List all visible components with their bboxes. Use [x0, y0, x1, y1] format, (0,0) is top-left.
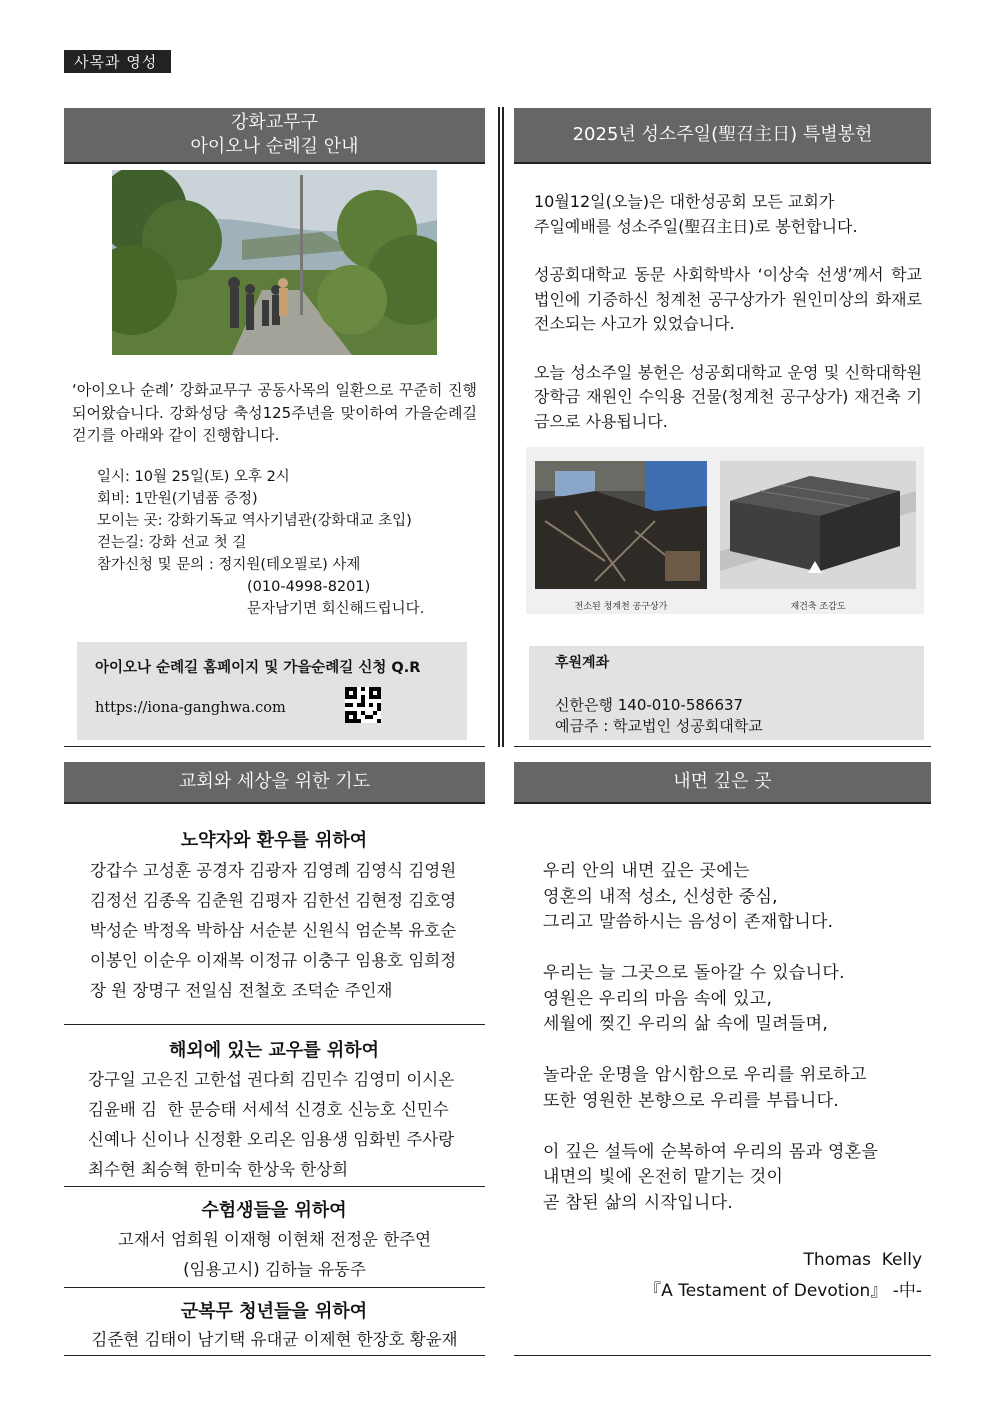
prayer-group4-names — [64, 1325, 485, 1355]
inner-poem — [543, 859, 878, 1216]
name-row: 박성순 박정옥 박하삼 서순분 신원식 엄순복 유호순 — [90, 921, 457, 940]
name-row: 장 원 장명구 전일심 전철호 조덕순 주인재 — [90, 981, 393, 1000]
poem-line: 이 깊은 설득에 순복하여 우리의 몸과 영혼을 — [543, 1141, 879, 1162]
pilgrimage-details — [97, 466, 482, 620]
offering-images — [526, 447, 924, 614]
top-section-rule-right — [514, 746, 931, 747]
prayer-divider-3 — [64, 1287, 485, 1288]
account-box — [529, 646, 924, 740]
qr-box — [77, 642, 467, 740]
prayer-group2-title: 해외에 있는 교우를 위하여 — [168, 1040, 380, 1061]
pilgrimage-intro: ‘아이오나 순례’ 강화교무구 공동사목의 일환으로 꾸준히 진행되어왔습니다. 강화성당 축성125주년을 맞이하여 가을순례길 걷기를 아래와 같이 진행합니다. — [72, 381, 477, 444]
poem-line: 영원은 우리의 마음 속에 있고, — [543, 988, 773, 1009]
poem-line — [543, 936, 878, 962]
pilgrimage-title-line1: 강화교무구 — [231, 112, 318, 133]
poem-line — [543, 1038, 878, 1064]
detail-meeting-place: 모이는 곳: 강화기독교 역사기념관(강화대교 초입) — [97, 513, 412, 529]
poem-line: 세월에 찢긴 우리의 삶 속에 밀려들며, — [543, 1014, 829, 1034]
inner-header — [514, 762, 931, 804]
offering-p2: 성공회대학교 동문 사회학박사 ‘이상숙 선생’께서 학교법인에 기증하신 청계천 공구상가가 원인미상의 화재로 전소되는 사고가 있었습니다. — [534, 265, 922, 333]
poem-source: 『A Testament of Devotion』 -中- — [644, 1281, 922, 1301]
detail-sms-note: 문자남기면 회신해드립니다. — [247, 601, 425, 617]
prayer-group3-title: 수험생들을 위하여 — [201, 1200, 347, 1221]
top-section-rule-left — [64, 746, 485, 747]
rebuild-rendering — [720, 461, 916, 589]
prayer-group3-names — [64, 1225, 485, 1285]
name-row: (임용고시) 김하늘 유동주 — [183, 1260, 366, 1279]
prayer-group2-names — [88, 1065, 454, 1185]
offering-text — [534, 190, 922, 434]
column-divider — [498, 107, 504, 747]
prayer-title: 교회와 세상을 위한 기도 — [178, 771, 371, 792]
name-row: 김준현 김태이 남기택 유대균 이제현 한장호 황윤재 — [91, 1330, 458, 1349]
poem-line: 놀라운 운명을 암시함으로 우리를 위로하고 — [543, 1065, 867, 1085]
poem-line: 곧 참된 삶의 시작입니다. — [543, 1192, 734, 1213]
name-row: 김윤배 김 한 문승태 서세석 신경호 신능호 신민수 — [88, 1100, 449, 1119]
detail-contact: 참가신청 및 문의 : 정지원(테오필로) 사제 — [97, 557, 361, 573]
name-row: 김정선 김종옥 김춘원 김평자 김한선 김현정 김호영 — [90, 891, 457, 910]
prayer-group1-names — [90, 856, 456, 1006]
offering-p3: 오늘 성소주일 봉헌은 성공회대학교 운영 및 신학대학원 장학금 재원인 수익용 건물(청계천 공구상가) 재건축 기금으로 사용됩니다. — [534, 362, 922, 431]
detail-fee: 회비: 1만원(기념품 증정) — [97, 491, 258, 507]
prayer-group4-title: 군복무 청년들을 위하여 — [180, 1301, 368, 1322]
name-row: 최수현 최승혁 한미숙 한상욱 한상희 — [88, 1160, 349, 1179]
qr-title: 아이오나 순례길 홈페이지 및 가을순례길 신청 Q.R — [95, 660, 421, 676]
poem-line: 그리고 말씀하시는 음성이 존재합니다. — [543, 912, 834, 932]
poem-line: 또한 영원한 본향으로 우리를 부릅니다. — [543, 1090, 840, 1111]
offering-title: 2025년 성소주일(聖召主日) 특별봉헌 — [572, 124, 873, 145]
qr-code-icon[interactable] — [345, 687, 381, 723]
name-row: 이봉인 이순우 이재복 이정규 이충구 임용호 임희정 — [90, 951, 457, 970]
name-row: 고재서 엄희원 이재형 이현채 전정운 한주연 — [117, 1230, 432, 1249]
prayer-divider-2 — [64, 1186, 485, 1187]
name-row: 신예나 신이나 신정환 오리온 임용생 임화빈 주사랑 — [88, 1130, 455, 1149]
bottom-rule-right — [514, 1355, 931, 1356]
homepage-link[interactable]: https://iona-ganghwa.com — [95, 700, 286, 716]
caption-rebuild: 재건축 조감도 — [790, 602, 846, 612]
inner-title: 내면 깊은 곳 — [673, 771, 772, 792]
poem-line: 우리 안의 내면 깊은 곳에는 — [543, 861, 750, 881]
detail-date: 일시: 10월 25일(토) 오후 2시 — [97, 469, 290, 485]
pilgrimage-title-line2: 아이오나 순례길 안내 — [190, 136, 359, 157]
detail-phone: (010-4998-8201) — [247, 579, 371, 595]
name-row: 강구일 고은진 고한섭 권다희 김민수 김영미 이시온 — [88, 1070, 455, 1089]
account-title: 후원계좌 — [555, 655, 610, 671]
account-holder: 예금주 : 학교법인 성공회대학교 — [555, 717, 763, 735]
caption-burned: 전소된 청계천 공구상가 — [574, 602, 668, 612]
detail-route: 걷는길: 강화 선교 첫 길 — [97, 535, 247, 551]
offering-p1-line1: 10월12일(오늘)은 대한성공회 모든 교회가 — [534, 192, 835, 211]
poem-line: 내면의 빛에 온전히 맡기는 것이 — [543, 1167, 784, 1187]
poem-author: Thomas Kelly — [803, 1250, 922, 1270]
pilgrimage-photo — [112, 170, 437, 355]
bottom-rule-left — [64, 1355, 485, 1356]
prayer-group1-title: 노약자와 환우를 위하여 — [180, 830, 368, 851]
prayer-divider-1 — [64, 1024, 485, 1025]
burned-building-photo — [535, 461, 707, 589]
offering-header — [514, 108, 931, 164]
prayer-header — [64, 762, 485, 804]
pilgrimage-header — [64, 108, 485, 164]
poem-line — [543, 1114, 878, 1140]
account-bank: 신한은행 140-010-586637 — [555, 696, 744, 714]
section-tag: 사목과 영성 — [64, 50, 171, 73]
offering-p1-line2: 주일예배를 성소주일(聖召主日)로 봉헌합니다. — [534, 216, 858, 236]
name-row: 강갑수 고성훈 공경자 김광자 김영례 김영식 김영원 — [90, 861, 457, 880]
poem-line: 우리는 늘 그곳으로 돌아갈 수 있습니다. — [543, 963, 845, 983]
poem-line: 영혼의 내적 성소, 신성한 중심, — [543, 886, 778, 907]
